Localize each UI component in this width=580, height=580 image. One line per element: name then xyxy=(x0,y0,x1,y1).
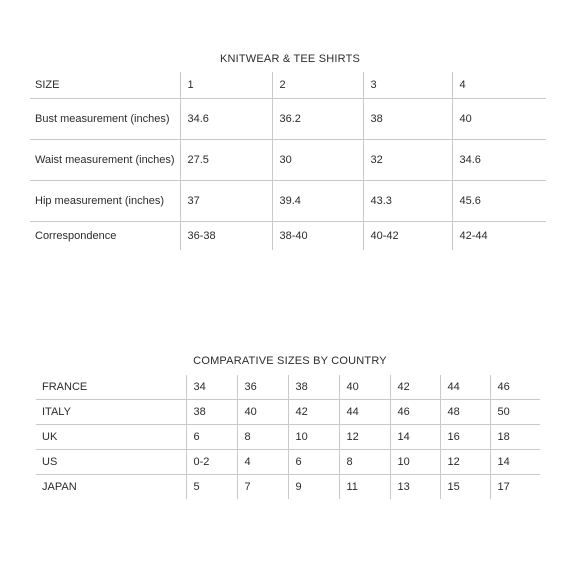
table-cell: 36.2 xyxy=(272,99,363,140)
table-cell: 44 xyxy=(440,375,490,400)
table-row xyxy=(30,72,546,99)
country-label: FRANCE xyxy=(36,375,186,400)
country-label: US xyxy=(36,450,186,475)
table-row xyxy=(30,140,546,181)
table-cell: 38 xyxy=(186,400,237,425)
table-cell: 8 xyxy=(339,450,390,475)
table-cell: 34.6 xyxy=(452,140,546,181)
table-cell: 40 xyxy=(237,400,288,425)
table-cell: 36-38 xyxy=(180,222,272,251)
row-header: Waist measurement (inches) xyxy=(30,140,180,181)
row-header: SIZE xyxy=(30,72,180,99)
table-cell: 10 xyxy=(390,450,440,475)
table-cell: 39.4 xyxy=(272,181,363,222)
table-cell: 42 xyxy=(390,375,440,400)
size-cell: 2 xyxy=(272,72,363,99)
table-cell: 16 xyxy=(440,425,490,450)
table-row xyxy=(30,222,546,251)
country-label: ITALY xyxy=(36,400,186,425)
table-cell: 11 xyxy=(339,475,390,500)
country-sizes-table-title: COMPARATIVE SIZES BY COUNTRY xyxy=(193,355,387,367)
table-cell: 14 xyxy=(490,450,540,475)
table-cell: 10 xyxy=(288,425,339,450)
country-sizes-table xyxy=(36,375,540,499)
table-cell: 50 xyxy=(490,400,540,425)
table-cell: 27.5 xyxy=(180,140,272,181)
table-cell: 18 xyxy=(490,425,540,450)
table-cell: 6 xyxy=(186,425,237,450)
table-row xyxy=(36,475,540,500)
table-cell: 46 xyxy=(490,375,540,400)
table-cell: 38-40 xyxy=(272,222,363,251)
country-label: JAPAN xyxy=(42,481,77,493)
table-cell: 30 xyxy=(272,140,363,181)
size-cell: 4 xyxy=(452,72,546,99)
table-cell: 7 xyxy=(237,475,288,500)
table-cell: 44 xyxy=(339,400,390,425)
table-cell: 34.6 xyxy=(180,99,272,140)
table-cell: 4 xyxy=(237,450,288,475)
table-row xyxy=(36,450,540,475)
table-cell: 40-42 xyxy=(363,222,452,251)
table-cell: 46 xyxy=(390,400,440,425)
table-row xyxy=(30,99,546,140)
table-cell: 9 xyxy=(288,475,339,500)
table-cell: 6 xyxy=(288,450,339,475)
knitwear-table-title: KNITWEAR & TEE SHIRTS xyxy=(219,53,361,65)
table-cell: 32 xyxy=(363,140,452,181)
table-cell: 40 xyxy=(339,375,390,400)
table-cell: 12 xyxy=(339,425,390,450)
row-header: Hip measurement (inches) xyxy=(30,181,180,222)
table-cell: 0-2 xyxy=(186,450,237,475)
size-cell: 1 xyxy=(180,72,272,99)
table-row xyxy=(36,375,540,400)
table-cell: 48 xyxy=(440,400,490,425)
table-cell: 42-44 xyxy=(452,222,546,251)
table-cell: 38 xyxy=(363,99,452,140)
table-cell: 43.3 xyxy=(363,181,452,222)
table-cell: 5 xyxy=(186,475,237,500)
table-cell: 13 xyxy=(390,475,440,500)
table-cell: 8 xyxy=(237,425,288,450)
row-header: Correspondence xyxy=(35,230,117,242)
size-cell: 3 xyxy=(363,72,452,99)
table-cell: 38 xyxy=(288,375,339,400)
knitwear-size-table xyxy=(30,72,546,250)
table-row xyxy=(36,425,540,450)
table-row xyxy=(36,400,540,425)
country-label: UK xyxy=(36,425,186,450)
table-cell: 12 xyxy=(440,450,490,475)
table-cell: 14 xyxy=(390,425,440,450)
row-header: Bust measurement (inches) xyxy=(30,99,180,140)
table-cell: 45.6 xyxy=(452,181,546,222)
table-cell: 34 xyxy=(186,375,237,400)
table-cell: 40 xyxy=(452,99,546,140)
table-cell: 42 xyxy=(288,400,339,425)
table-cell: 37 xyxy=(180,181,272,222)
table-cell: 15 xyxy=(440,475,490,500)
table-row xyxy=(30,181,546,222)
table-cell: 17 xyxy=(490,475,540,500)
table-cell: 36 xyxy=(237,375,288,400)
